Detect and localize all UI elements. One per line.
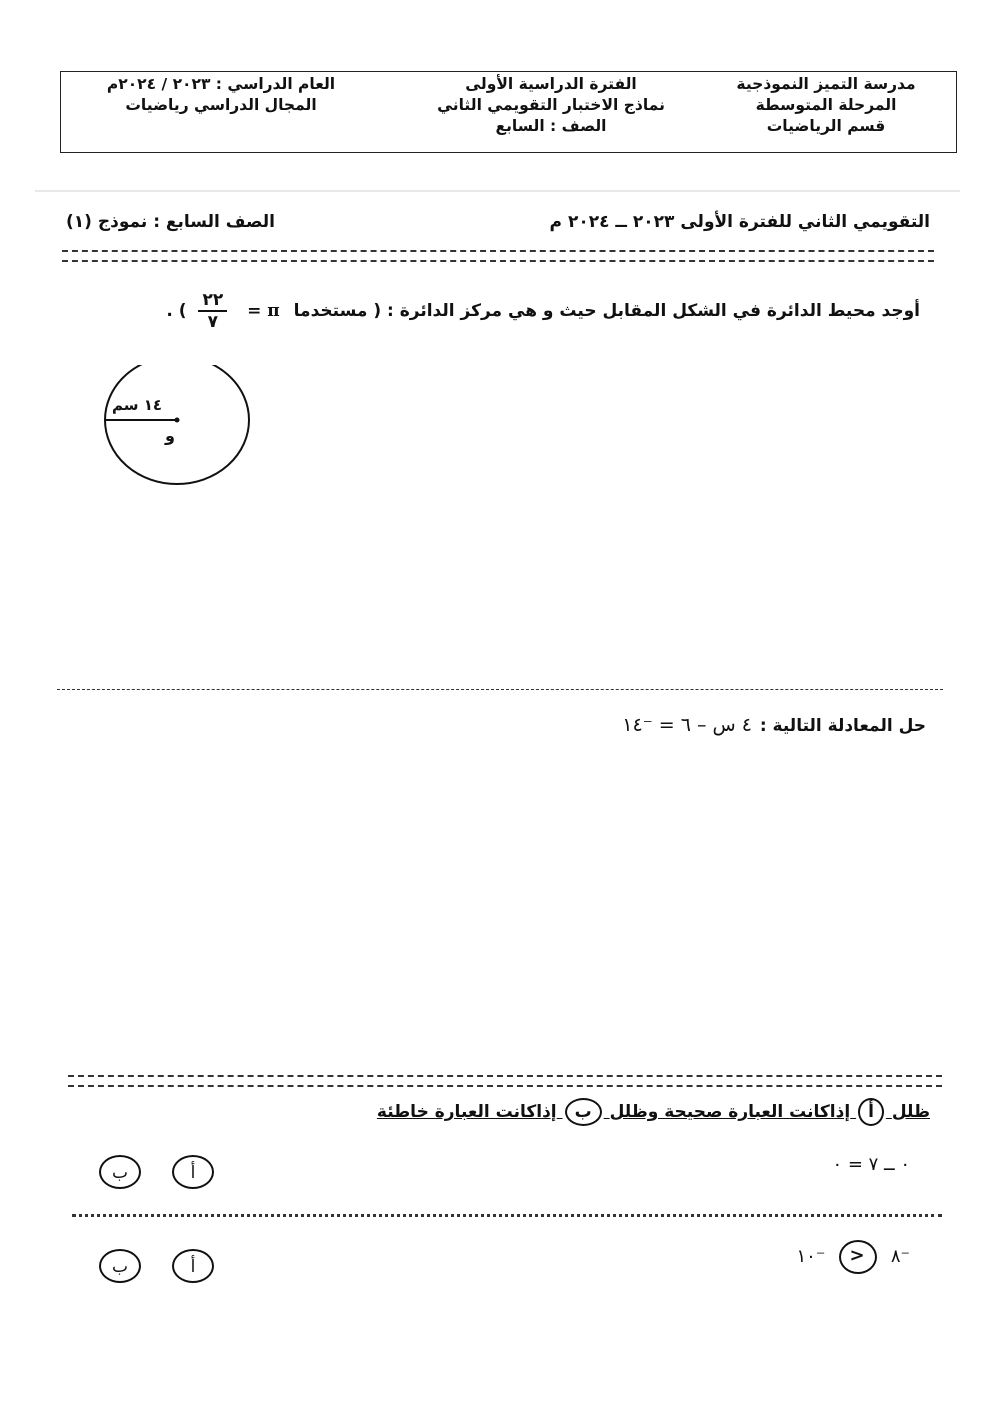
circle-outline	[105, 365, 249, 484]
model-label: الصف السابع : نموذج (١)	[66, 212, 275, 232]
instr-shade-label: ظلل	[891, 1102, 930, 1122]
item-2-option-a[interactable]: أ	[172, 1249, 214, 1283]
school-stage: المرحلة المتوسطة	[755, 96, 897, 114]
item-1-option-b[interactable]: ب	[99, 1155, 141, 1189]
exam-model: نماذج الاختبار التقويمي الثاني	[437, 96, 665, 114]
instr-option-a: أ	[858, 1098, 884, 1126]
question-1-text: أوجد محيط الدائرة في الشكل المقابل حيث و هي مركز الدائرة : ( مستخدما	[293, 301, 920, 321]
header-box	[60, 71, 957, 153]
header-exam-info	[401, 74, 701, 137]
school-department: قسم الرياضيات	[766, 117, 886, 135]
instr-option-b: ب	[565, 1098, 602, 1126]
double-rule-top	[62, 250, 934, 262]
item-2-option-b[interactable]: ب	[99, 1249, 141, 1283]
statement-1: ٠ ــ ٧ = ٠	[832, 1154, 910, 1175]
radius-label: ١٤ سم	[112, 396, 163, 414]
instr-true-text: إذاكانت العبارة صحيحة وظلل	[609, 1102, 851, 1122]
center-point	[175, 418, 180, 423]
item-1-option-a[interactable]: أ	[172, 1155, 214, 1189]
page-divider	[35, 190, 960, 192]
question-2-equation: ٤ س – ٦ = ⁻١٤	[622, 714, 752, 736]
exam-period: الفترة الدراسية الأولى	[465, 75, 637, 93]
dotted-separator	[72, 1214, 942, 1217]
exam-grade: الصف : السابع	[495, 117, 607, 135]
dashed-separator	[57, 689, 943, 690]
fraction-denominator: ٧	[207, 312, 219, 332]
academic-year: العام الدراسي : ٢٠٢٣ / ٢٠٢٤م	[106, 75, 336, 93]
statement-2-left: ⁻٨	[890, 1246, 910, 1267]
statement-2	[796, 1240, 910, 1274]
exam-title: التقويمي الثاني للفترة الأولى ٢٠٢٣ ــ ٢٠٢٤ م	[549, 212, 930, 232]
question-2-label: حل المعادلة التالية :	[759, 716, 926, 736]
question-1	[166, 290, 920, 332]
header-school-info	[726, 74, 926, 137]
instr-false-text: إذاكانت العبارة خاطئة	[376, 1102, 557, 1122]
double-rule-bottom	[68, 1075, 942, 1087]
pi-fraction	[198, 290, 227, 332]
pi-symbol: π =	[247, 301, 280, 321]
subject-field: المجال الدراسي رياضيات	[125, 96, 317, 114]
center-label: و	[165, 426, 175, 445]
fraction-numerator: ٢٢	[198, 290, 227, 312]
question-1-closing: ) .	[166, 301, 187, 321]
question-3-instructions	[377, 1098, 930, 1126]
relation-circle: <	[839, 1240, 877, 1274]
school-name: مدرسة التميز النموذجية	[736, 75, 916, 93]
header-year-info	[76, 74, 366, 116]
statement-2-right: ⁻١٠	[796, 1246, 826, 1267]
circle-figure	[95, 365, 260, 490]
